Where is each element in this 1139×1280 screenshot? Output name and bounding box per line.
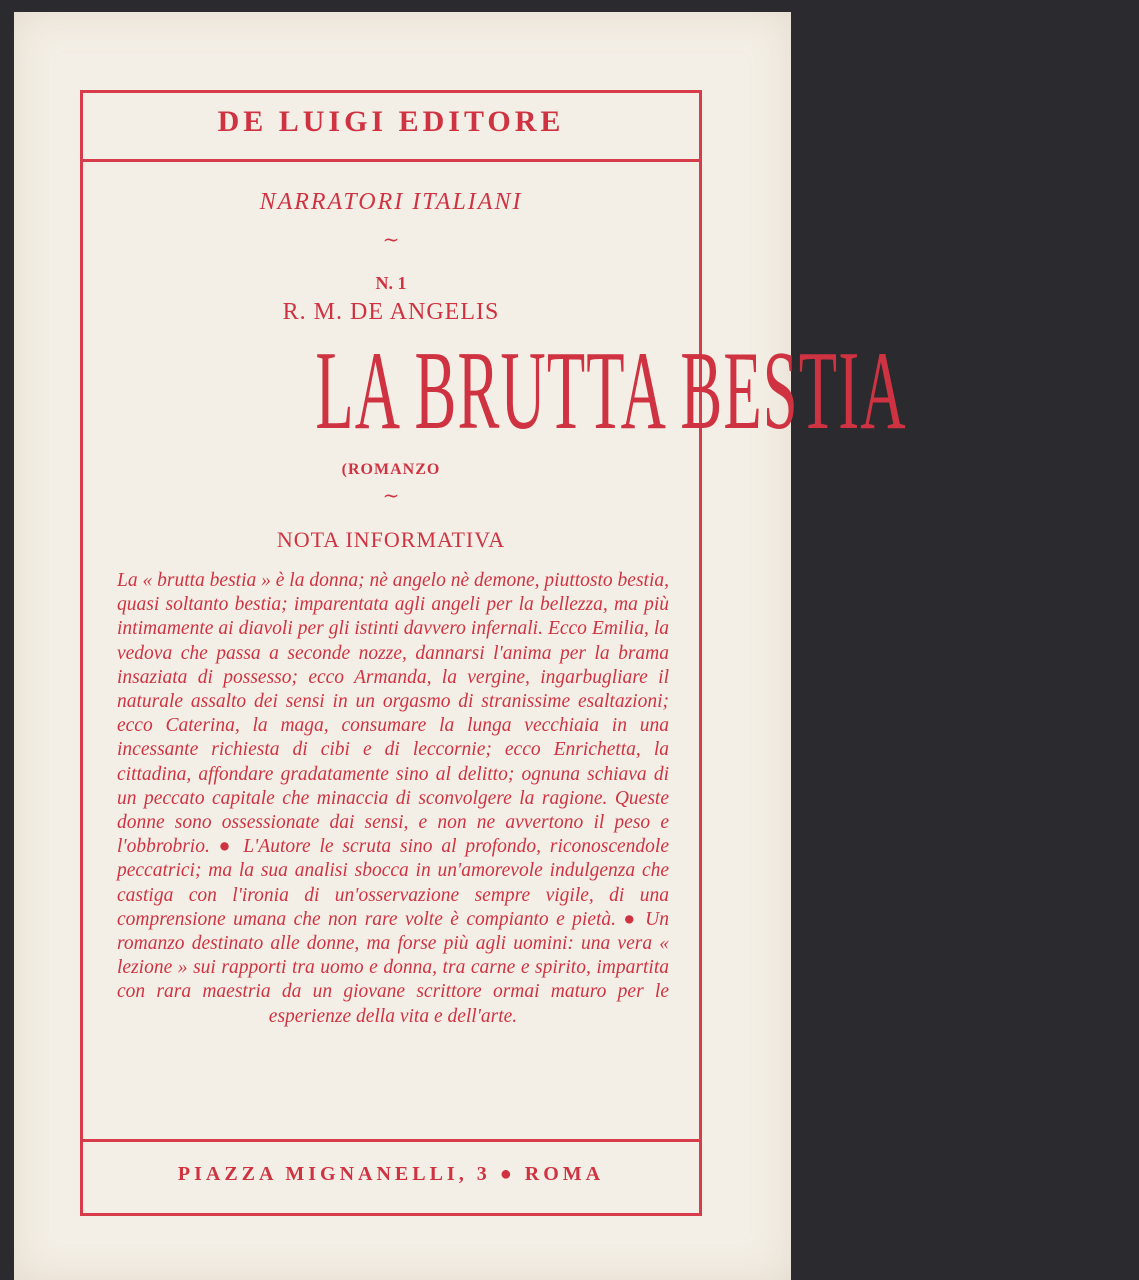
nota-text: La « brutta bestia » è la donna; nè angelo nè demone, piuttosto bestia, quasi soltanto bestia; imparentata agli angeli per la bellezza, ma più intimamente ai diavoli per gli istinti davvero infernali. Ecco Emilia, la vedova che passa a seconde nozze, dannarsi l'anima per la brama insaziata di possesso; ecco Armanda, la vergine, ingarbugliare il naturale assalto dei sensi in un orgasmo di stranissime esaltazioni; ecco Caterina, la maga, consumare la lunga vecchiaia in una incessante richiesta di cibi e di leccornie; ecco Enrichetta, la cittadina, affondare gradatamente sino al delitto; ognuna schiava di un peccato capitale che minaccia di sconvolgere la ragione. Queste donne sono ossessionate dai sensi, e non ne avvertono il peso e l'obbrobrio. ● L'Autore le scruta sino al profondo, riconoscendole peccatrici; ma la sua analisi sbocca in un'amorevole indulgenza che castiga con l'ironia di un'osservazione sempre vigile, di una comprensione umana che non rare volte è compianto e pietà. ● Un romanzo destinato alle donne, ma forse più agli uomini: una vera « lezione » sui rapporti tra uomo e donna, tra carne e spirito, impartita con rara maestria da un giovane scrittore ormai maturo per le esperienze della vita e dell'arte.	[117, 570, 669, 1027]
nota-heading: NOTA INFORMATIVA	[276, 527, 506, 552]
book-title: LA BRUTTA BESTIA	[315, 329, 907, 453]
series-number: N. 1	[375, 273, 407, 293]
ornament-tilde-2: ~	[382, 483, 400, 507]
genre-label: (ROMANZO	[341, 461, 441, 478]
cover-frame	[80, 90, 907, 1216]
ornament-tilde: ~	[382, 227, 400, 251]
author-name: R. M. DE ANGELIS	[282, 299, 500, 325]
publisher-address: PIAZZA MIGNANELLI, 3 ● ROMA	[177, 1163, 605, 1185]
book-cover	[14, 12, 907, 1280]
publisher-name: DE LUIGI EDITORE	[217, 105, 565, 138]
bottom-rule	[83, 1139, 699, 1142]
series-name: NARRATORI ITALIANI	[259, 189, 523, 215]
top-rule	[83, 159, 699, 162]
title-container	[83, 329, 907, 453]
